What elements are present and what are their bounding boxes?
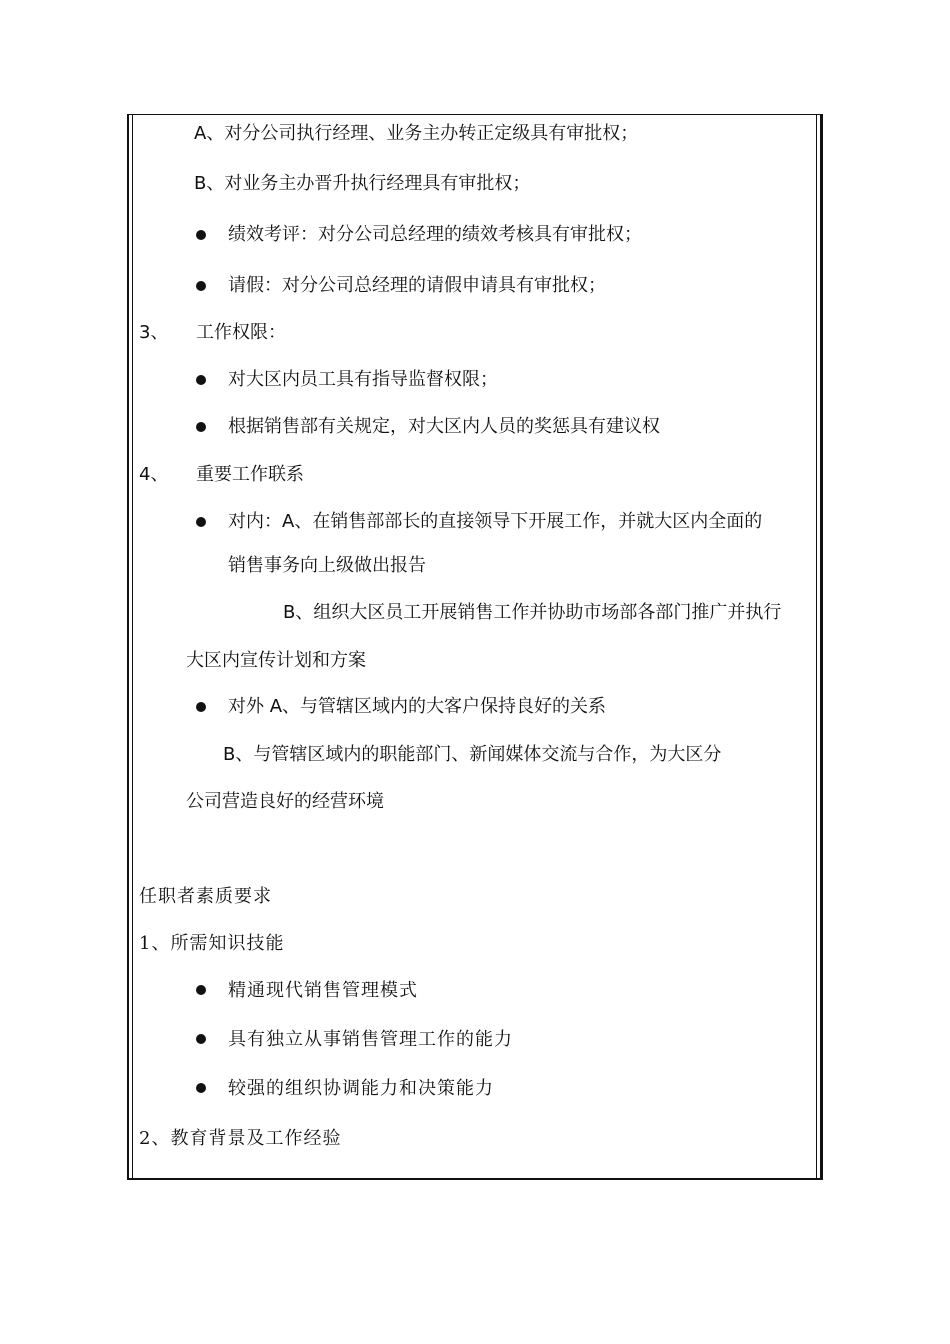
bullet-icon bbox=[196, 422, 206, 432]
bullet-icon bbox=[196, 281, 206, 291]
bullet-reward: 根据销售部有关规定，对大区内人员的奖惩具有建议权 bbox=[228, 416, 660, 437]
bullet-icon bbox=[196, 985, 206, 995]
section-3-title: 工作权限： bbox=[196, 322, 286, 343]
frame-left-border-inner bbox=[132, 114, 133, 1180]
bullet-performance: 绩效考评：对分公司总经理的绩效考核具有审批权； bbox=[228, 224, 642, 245]
internal-b-line-1: B、组织大区员工开展销售工作并协助市场部各部门推广并执行 bbox=[283, 602, 782, 623]
frame-bottom-border bbox=[127, 1178, 823, 1180]
bullet-icon bbox=[196, 375, 206, 385]
knowledge-heading: 1、所需知识技能 bbox=[139, 933, 285, 954]
bullet-supervision: 对大区内员工具有指导监督权限； bbox=[228, 369, 498, 390]
bullet-icon bbox=[196, 517, 206, 527]
external-line-1: 对外 A、与管辖区域内的大客户保持良好的关系 bbox=[228, 696, 607, 717]
qualification-heading: 任职者素质要求 bbox=[139, 886, 272, 907]
item-b-approval: B、对业务主办晋升执行经理具有审批权； bbox=[194, 173, 531, 194]
section-3-number: 3、 bbox=[139, 322, 169, 343]
internal-b-line-2: 大区内宣传计划和方案 bbox=[186, 650, 366, 671]
education-heading: 2、教育背景及工作经验 bbox=[139, 1128, 342, 1149]
skill-item-1: 精通现代销售管理模式 bbox=[228, 980, 418, 1001]
frame-top-border bbox=[127, 114, 823, 115]
skill-item-3: 较强的组织协调能力和决策能力 bbox=[228, 1078, 494, 1099]
section-4-title: 重要工作联系 bbox=[196, 464, 304, 485]
internal-line-2: 销售事务向上级做出报告 bbox=[228, 555, 426, 576]
bullet-icon bbox=[196, 1083, 206, 1093]
internal-line-1: 对内：A、在销售部部长的直接领导下开展工作，并就大区内全面的 bbox=[228, 511, 763, 532]
frame-right-border-outer bbox=[820, 114, 823, 1180]
frame-right-border-inner bbox=[816, 114, 817, 1180]
item-a-approval: A、对分公司执行经理、业务主办转正定级具有审批权； bbox=[194, 123, 639, 144]
bullet-leave: 请假：对分公司总经理的请假申请具有审批权； bbox=[228, 275, 606, 296]
section-4-number: 4、 bbox=[139, 464, 169, 485]
bullet-icon bbox=[196, 230, 206, 240]
external-b-line-1: B、与管辖区域内的职能部门、新闻媒体交流与合作，为大区分 bbox=[223, 744, 722, 765]
frame-left-border-outer bbox=[127, 114, 129, 1180]
bullet-icon bbox=[196, 702, 206, 712]
external-b-line-2: 公司营造良好的经营环境 bbox=[186, 791, 384, 812]
bullet-icon bbox=[196, 1034, 206, 1044]
skill-item-2: 具有独立从事销售管理工作的能力 bbox=[228, 1029, 513, 1050]
